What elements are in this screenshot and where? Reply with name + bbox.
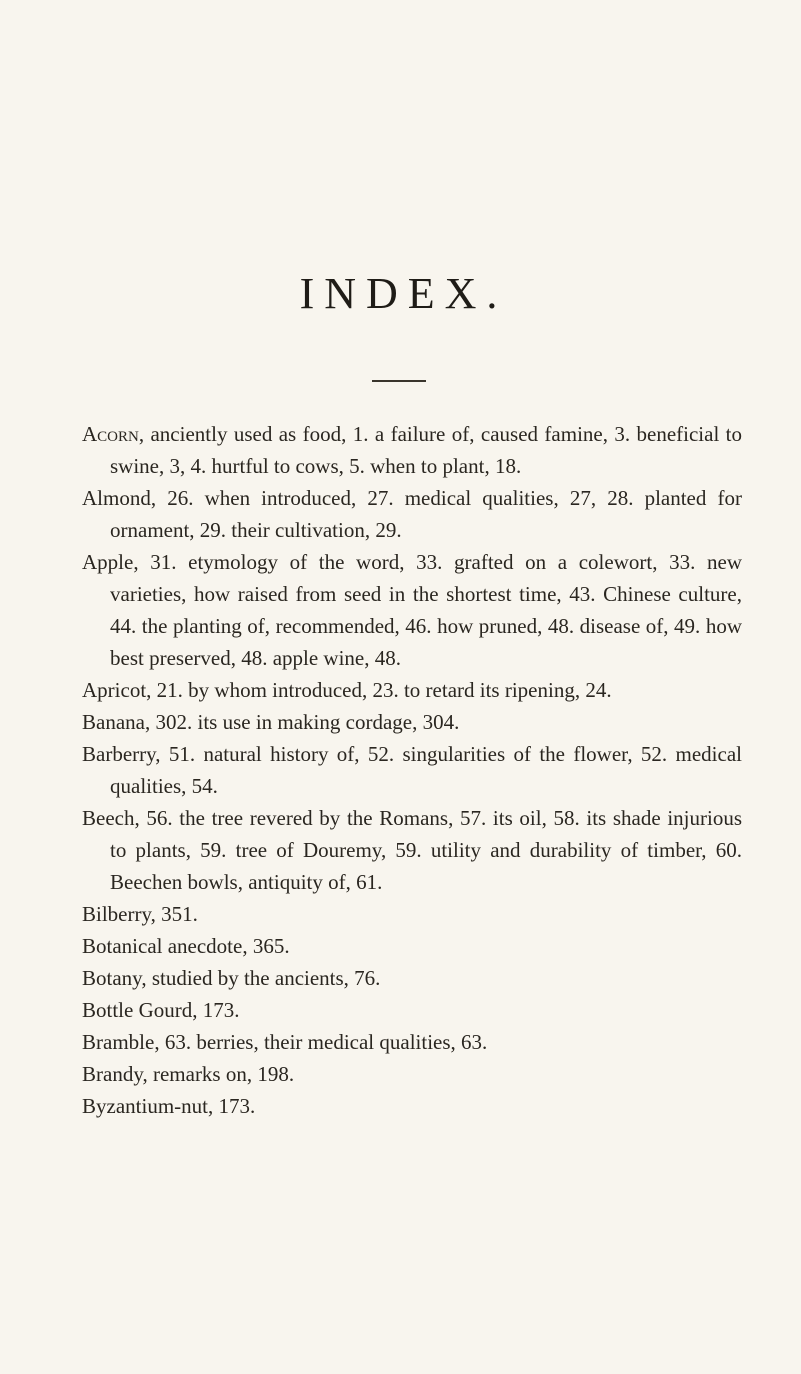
index-entry: [82, 418, 742, 482]
entry-text: , 351.: [150, 902, 198, 926]
index-entry: [82, 802, 742, 898]
entry-heading: Banana: [82, 710, 145, 734]
index-entry: [82, 546, 742, 674]
entry-text: , 26. when introduced, 27. medical qualities, 27, 28. planted for ornament, 29. their cultivation, 29.: [110, 486, 742, 542]
entry-text: , 63. berries, their medical qualities, 63.: [154, 1030, 488, 1054]
entry-text: , 173.: [192, 998, 240, 1022]
index-entry: [82, 1026, 742, 1058]
entry-text: , remarks on, 198.: [142, 1062, 295, 1086]
index-entry: [82, 1090, 742, 1122]
entry-heading: Bilberry: [82, 902, 151, 926]
entry-text: , 21. by whom introduced, 23. to retard its ripening, 24.: [146, 678, 612, 702]
index-entry: [82, 930, 742, 962]
index-entry: [82, 706, 742, 738]
index-entry: [82, 738, 742, 802]
entry-text: , 302. its use in making cordage, 304.: [144, 710, 460, 734]
entry-heading: Byzantium-nut: [82, 1094, 208, 1118]
entry-heading: Acorn: [82, 422, 139, 446]
index-list: [82, 418, 742, 1122]
index-entry: [82, 1058, 742, 1090]
entry-heading: Barberry: [82, 742, 156, 766]
entry-text: , 51. natural history of, 52. singularities of the flower, 52. medical qualities, 54.: [110, 742, 742, 798]
entry-heading: Botany: [82, 966, 142, 990]
entry-text: , 31. etymology of the word, 33. grafted on a colewort, 33. new varieties, how raised from seed in the shortest time, 43. Chinese culture, 44. the planting of, recommended, 46. how pruned, 48. disease of, 49. how best preserved, 48. apple wine, 48.: [110, 550, 742, 670]
entry-text: , 56. the tree revered by the Romans, 57. its oil, 58. its shade injurious to plants, 59. tree of Douremy, 59. utility and durability of timber, 60. Beechen bowls, antiquity of, 61.: [110, 806, 742, 894]
entry-heading: Bottle Gourd: [82, 998, 193, 1022]
entry-heading: Botanical anecdote: [82, 934, 243, 958]
entry-heading: Beech: [82, 806, 135, 830]
entry-heading: Almond: [82, 486, 151, 510]
title-divider-rule: [372, 380, 426, 382]
entry-text: , 365.: [242, 934, 290, 958]
page-title: INDEX.: [299, 269, 508, 318]
index-entry: [82, 898, 742, 930]
entry-heading: Apple: [82, 550, 134, 574]
index-entry: [82, 482, 742, 546]
entry-heading: Bramble: [82, 1030, 155, 1054]
entry-text: , studied by the ancients, 76.: [141, 966, 381, 990]
index-entry: [82, 962, 742, 994]
entry-heading: Apricot: [82, 678, 147, 702]
entry-heading: Brandy: [82, 1062, 143, 1086]
entry-text: , anciently used as food, 1. a failure of, caused famine, 3. beneficial to swine, 3, 4. hurtful to cows, 5. when to plant, 18.: [110, 422, 742, 478]
index-entry: [82, 994, 742, 1026]
entry-text: , 173.: [207, 1094, 256, 1118]
index-entry: [82, 674, 742, 706]
